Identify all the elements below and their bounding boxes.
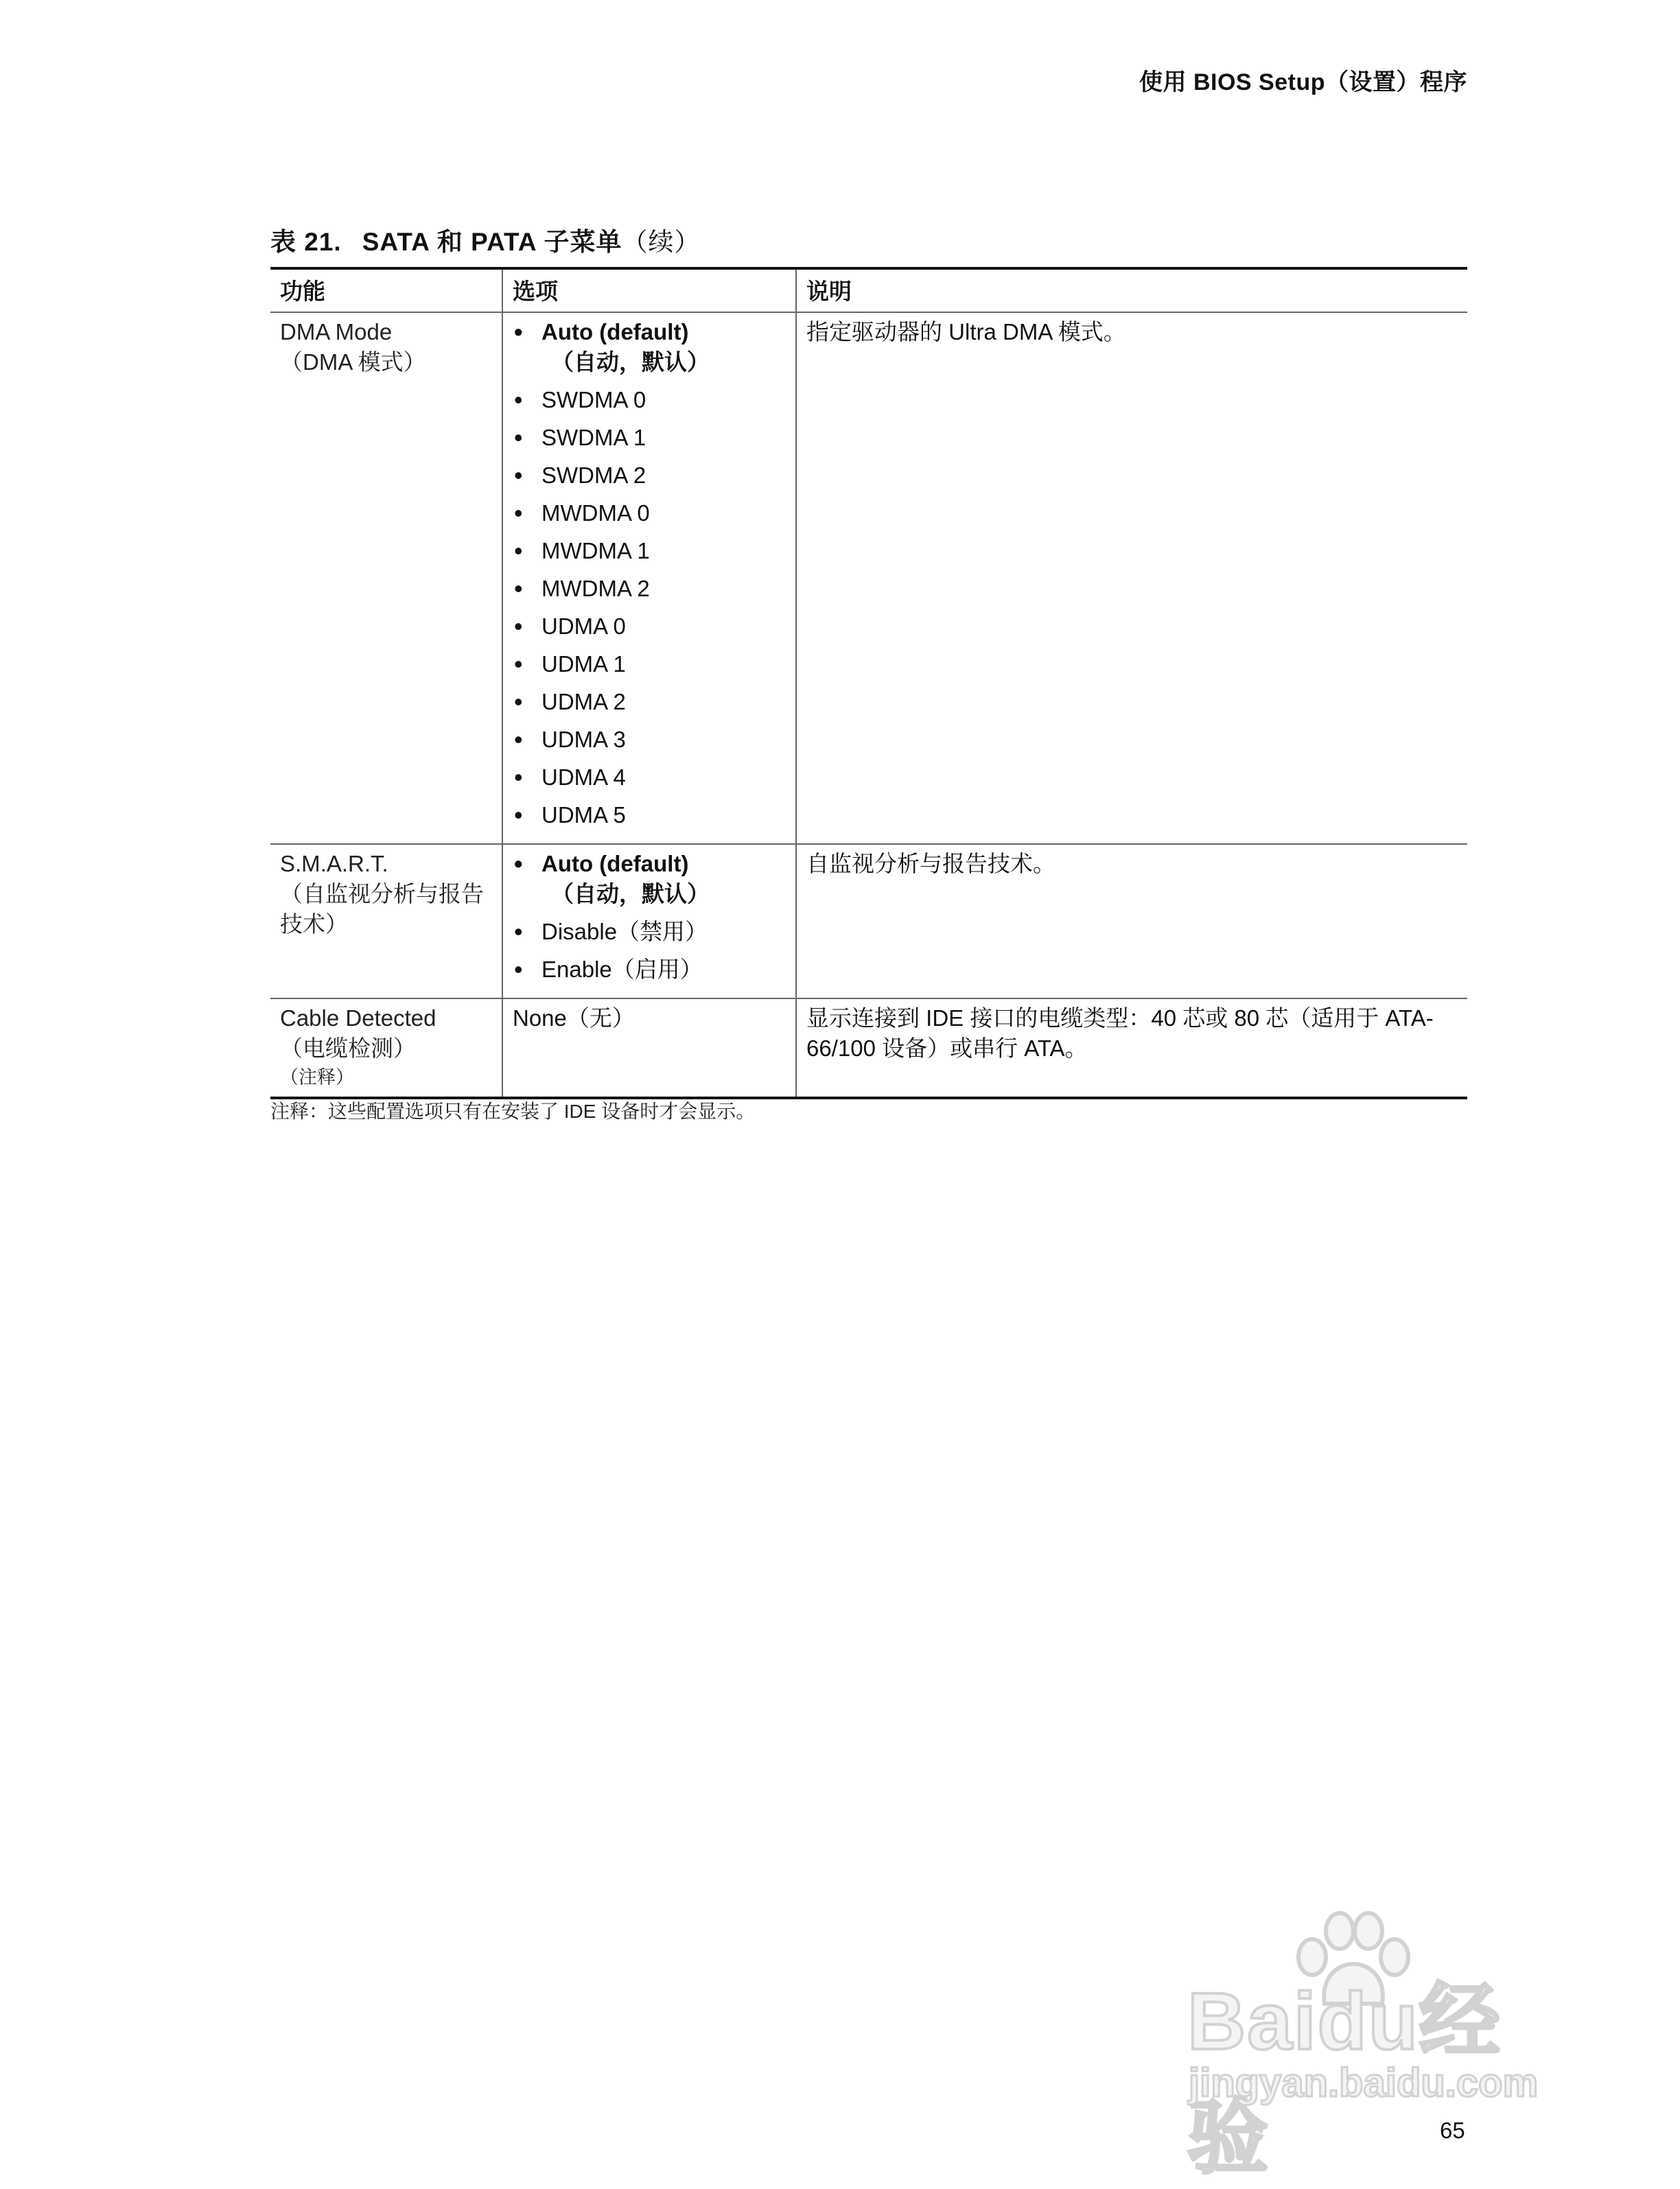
feature-note: （注释）	[280, 1067, 354, 1088]
options-cell: None（无）	[502, 998, 796, 1098]
option-item: • MWDMA 1	[513, 536, 786, 566]
option-label-cn: （自动，默认）	[551, 349, 710, 375]
option-label: Auto (default)	[541, 319, 689, 344]
option-item: • UDMA 1	[513, 649, 786, 679]
running-header: 使用 BIOS Setup（设置）程序	[1139, 69, 1467, 95]
options-cell	[502, 844, 796, 998]
option-item: • UDMA 5	[513, 800, 786, 830]
description-cell: 显示连接到 IDE 接口的电缆类型：40 芯或 80 芯（适用于 ATA-66/100 设备）或串行 ATA。	[796, 998, 1467, 1098]
description-cell: 指定驱动器的 Ultra DMA 模式。	[796, 312, 1467, 844]
option-item: • UDMA 2	[513, 687, 786, 717]
option-item: • SWDMA 1	[513, 423, 786, 453]
option-item: • Disable（禁用）	[513, 917, 786, 947]
table-title	[270, 221, 701, 258]
options-list	[513, 317, 786, 830]
option-label-cn: （自动，默认）	[551, 881, 710, 906]
options-cell	[502, 312, 796, 844]
option-item: • UDMA 4	[513, 762, 786, 793]
option-item: • Enable（启用）	[513, 955, 786, 985]
feature-name-cn: （DMA 模式）	[280, 349, 426, 375]
feature-name-cn: （自监视分析与报告技术）	[280, 881, 484, 937]
feature-cell	[270, 844, 502, 998]
feature-cell	[270, 312, 502, 844]
column-header-description: 说明	[796, 268, 1467, 312]
table-header-row	[270, 268, 1467, 312]
option-item: • UDMA 0	[513, 611, 786, 642]
feature-name: S.M.A.R.T.	[280, 851, 388, 876]
option-item: • UDMA 3	[513, 725, 786, 755]
option-item	[513, 317, 786, 377]
option-item: • MWDMA 0	[513, 498, 786, 528]
option-item: • SWDMA 2	[513, 460, 786, 491]
table-title-text: SATA 和 PATA 子菜单	[362, 228, 622, 256]
baidu-watermark	[1174, 1908, 1572, 2184]
feature-name-cn: （电缆检测）	[280, 1035, 416, 1061]
column-header-options: 选项	[502, 268, 796, 312]
table-row-cable-detected	[270, 998, 1467, 1098]
watermark-brand: Baidu经验	[1187, 1976, 1502, 2184]
feature-name: Cable Detected	[280, 1005, 436, 1031]
page-number: 65	[1440, 2118, 1465, 2143]
option-item: • MWDMA 2	[513, 574, 786, 604]
sata-pata-submenu-table	[270, 267, 1467, 1099]
option-label: Auto (default)	[541, 851, 689, 876]
table-title-continued: （续）	[622, 228, 701, 256]
option-item: • SWDMA 0	[513, 385, 786, 415]
table-number: 表 21.	[270, 228, 342, 256]
table-footnote: 注释：这些配置选项只有在安装了 IDE 设备时才会显示。	[270, 1101, 756, 1122]
table-row-smart	[270, 844, 1467, 998]
feature-name: DMA Mode	[280, 319, 393, 344]
watermark-url: jingyan.baidu.com	[1189, 2061, 1539, 2105]
column-header-feature: 功能	[270, 268, 502, 312]
options-list	[513, 849, 786, 985]
option-item	[513, 849, 786, 909]
table-row-dma-mode	[270, 312, 1467, 844]
feature-cell	[270, 998, 502, 1098]
description-cell: 自监视分析与报告技术。	[796, 844, 1467, 998]
